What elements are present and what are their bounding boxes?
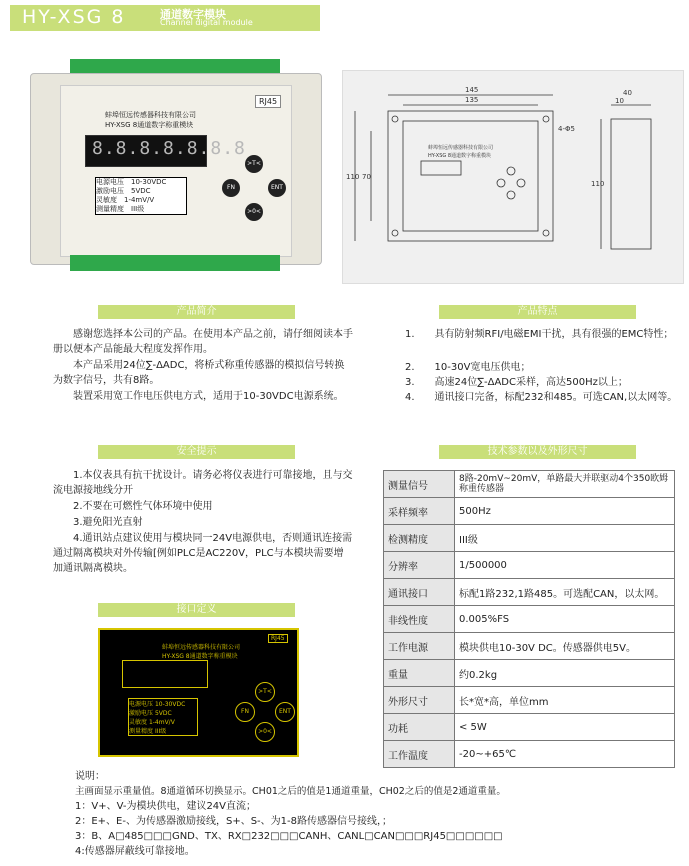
panel-model: HY-XSG 8通道数字称重模块 [162,653,238,660]
tare-button[interactable]: >T< [245,155,263,173]
drawing-model: HY-XSG 8通道数字称重模块 [428,153,492,159]
panel-zero-button: >0< [255,722,275,742]
title-cn: 通道数字模块 [160,8,226,21]
interface-panel [98,628,299,757]
fn-button[interactable]: FN [222,179,240,197]
intro-p2: 本产品采用24位∑-ΔADC，将桥式称重传感器的模拟信号转换为数字信号，共有8路。 [53,360,345,386]
table-row: 非线性度 0.005%FS [384,606,675,633]
table-row: 工作电源 模块供电10-30V DC。传感器供电5V。 [384,633,675,660]
safety-3: 3.避免阳光直射 [73,517,143,528]
interface-title: 接口定义 [98,603,295,617]
intro-p1: 感谢您选择本公司的产品。在使用本产品之前，请仔细阅读本手册以便本产品能最大程度发挥作用。 [53,329,353,355]
dim-40: 40 [623,89,632,97]
table-row: 分辨率 1/500000 [384,552,675,579]
rj45-label: RJ45 [255,95,281,108]
drawing-svg [343,71,683,283]
panel-maker: 蚌埠恒远传感器科技有限公司 [162,644,241,651]
features-title: 产品特点 [439,305,636,319]
safety-1: 1.本仪表具有抗干扰设计。请务必将仪表进行可靠接地，且与交流电源接地线分开 [53,470,353,496]
product-photo [30,45,320,285]
table-row: 功耗 < 5W [384,714,675,741]
table-row: 工作温度 -20~+65℃ [384,741,675,768]
feature-2: 2. 10-30V宽电压供电； [405,362,531,373]
feature-1: 1. 具有防射频RFI/电磁EMI干扰，具有很强的EMC特性； [405,329,674,340]
table-row: 通讯接口 标配1路232,1路485。可选配CAN，以太网。 [384,579,675,606]
table-row: 采样频率 500Hz [384,498,675,525]
table-row: 外形尺寸 长*宽*高，单位mm [384,687,675,714]
note-line-3: 3：B、A□485□□□GND、TX、RX□232□□□CANH、CANL□CAN□□□RJ45□□□□□□ [75,831,503,842]
note-line-0: 主画面显示重量值。8通道循环切换显示。CH01之后的值是1通道重量，CH02之后的值是2通道重量。 [75,786,506,797]
dim-135: 135 [465,96,479,104]
safety-title: 安全提示 [98,445,295,459]
note-line-1: 1：V+、V-为模块供电，建议24V直流； [75,801,257,812]
panel-ent-button: ENT [275,702,295,722]
intro-p3: 装置采用宽工作电压供电方式，适用于10-30VDC电源系统。 [73,391,344,402]
dim-hole: 4-Φ5 [558,125,575,133]
notes-title: 说明： [75,771,105,782]
dim-145: 145 [465,86,479,94]
note-line-4: 4:传感器屏蔽线可靠接地。 [75,846,195,857]
intro-title: 产品简介 [98,305,295,319]
spec-title: 技术参数以及外形尺寸 [439,445,636,459]
table-row: 重量 约0.2kg [384,660,675,687]
table-row: 测量信号 8路-20mV~20mV，单路最大并联驱动4个350欧姆称重传感器 [384,471,675,498]
panel-fn-button: FN [235,702,255,722]
note-line-2: 2：E+、E-、为传感器激励接线，S+、S-、为1-8路传感器信号接线，； [75,816,393,827]
table-row: 检测精度 III级 [384,525,675,552]
dim-70: 70 [362,173,371,181]
photo-model: HY-XSG 8通道数字称重模块 [105,121,194,129]
keypad [220,155,290,225]
panel-rj45: RJ45 [268,634,288,643]
photo-maker: 蚌埠恒远传感器科技有限公司 [105,111,196,119]
title-en: Channel digital module [160,18,253,27]
safety-2: 2.不要在可燃性气体环境中使用 [73,501,213,512]
zero-button[interactable]: >0< [245,203,263,221]
feature-4: 4. 通讯接口完备，标配232和485。可选CAN,以太网等。 [405,392,678,403]
drawing-maker: 蚌埠恒远传感器科技有限公司 [428,145,494,151]
dimension-drawing [342,70,684,284]
spec-table [383,470,675,768]
ent-button[interactable]: ENT [268,179,286,197]
dim-10: 10 [615,97,624,105]
dim-110-side: 110 [591,180,605,188]
spec-label-box: 电源电压 10-30VDC 激励电压 5VDC 灵敏度 1-4mV/V 测量精度 III级 [95,177,187,215]
panel-tare-button: >T< [255,682,275,702]
panel-label-box: 电源电压 10-30VDC 激励电压 5VDC 灵敏度 1-4mV/V 测量精度 III级 [128,698,198,736]
seg-display: 8.8.8.8.8.8.8 [92,138,246,159]
safety-4: 4.通讯站点建议使用与模块同一24V电源供电，否则通讯连接需通过隔离模块对外传输[例如PLC是AC220V，PLC与本模块需要增加通讯隔离模块。 [53,533,353,574]
feature-3: 3. 高速24位∑-ΔADC采样，高达500Hz以上； [405,377,628,388]
model-title: HY-XSG 8 [22,6,126,28]
dim-110: 110 [346,173,360,181]
panel-display [122,660,208,688]
